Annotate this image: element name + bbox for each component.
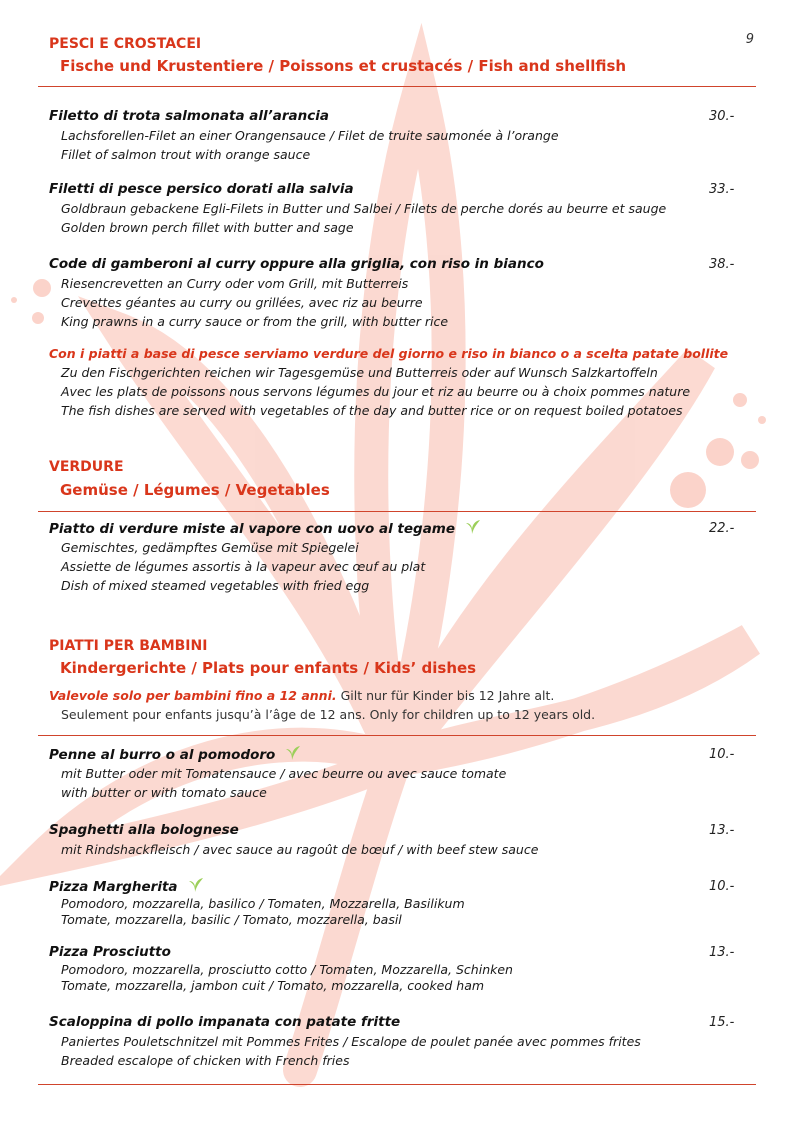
kids-notice xyxy=(49,686,749,724)
item-name: Filetti di pesce persico dorati alla salvia xyxy=(49,181,354,197)
section-subtitle-fish: Fische und Krustentiere / Poissons et crustacés / Fish and shellfish xyxy=(60,57,627,75)
section-subtitle-vegetables: Gemüse / Légumes / Vegetables xyxy=(60,481,330,499)
item-price: 10.- xyxy=(709,747,735,762)
item-price: 10.- xyxy=(709,879,735,894)
section-title-vegetables: VERDURE xyxy=(49,459,124,475)
item-price: 33.- xyxy=(709,182,735,197)
item-name: Code di gamberoni al curry oppure alla griglia, con riso in bianco xyxy=(49,256,544,272)
notice-line xyxy=(49,686,749,705)
section-subtitle-kids: Kindergerichte / Plats pour enfants / Kids’ dishes xyxy=(60,659,477,677)
item-description: mit Rindshackfleisch / avec sauce au ragoût de bœuf / with beef stew sauce xyxy=(61,842,539,857)
item-description: Goldbraun gebackene Egli-Filets in Butter und Salbei / Filets de perche dorés au beurre et sauge xyxy=(61,201,667,216)
item-name-row xyxy=(49,877,749,896)
menu-item xyxy=(49,180,749,237)
item-description: Lachsforellen-Filet an einer Orangensauce / Filet de truite saumonée à l’orange xyxy=(61,128,559,143)
item-description: Tomate, mozzarella, jambon cuit / Tomato, mozzarella, cooked ham xyxy=(61,978,485,993)
notice-rest: Gilt nur für Kinder bis 12 Jahre alt. xyxy=(336,688,555,703)
item-price: 15.- xyxy=(709,1015,735,1030)
item-name-row xyxy=(49,519,749,538)
item-name: Filetto di trota salmonata all’arancia xyxy=(49,108,329,124)
menu-item xyxy=(49,821,749,859)
leaf-icon xyxy=(186,877,204,893)
leaf-icon xyxy=(283,745,301,761)
item-description: Paniertes Pouletschnitzel mit Pommes Frites / Escalope de poulet panée avec pommes frites xyxy=(61,1034,641,1049)
item-description: Gemischtes, gedämpftes Gemüse mit Spiegelei xyxy=(61,540,359,555)
item-description: mit Butter oder mit Tomatensauce / avec beurre ou avec sauce tomate xyxy=(61,766,507,781)
item-price: 13.- xyxy=(709,823,735,838)
note-line: Avec les plats de poissons nous servons légumes du jour et riz au beurre ou à choix pommes nature xyxy=(61,384,691,399)
page-number: 9 xyxy=(745,32,754,47)
item-description: Riesencrevetten an Curry oder vom Grill, mit Butterreis xyxy=(61,276,409,291)
divider xyxy=(38,1084,756,1085)
note-line: Zu den Fischgerichten reichen wir Tagesgemüse und Butterreis oder auf Wunsch Salzkartoffeln xyxy=(61,365,658,380)
menu-item xyxy=(49,745,749,802)
menu-item xyxy=(49,519,749,595)
leaf-icon xyxy=(463,519,481,535)
item-description: Tomate, mozzarella, basilic / Tomato, mozzarella, basil xyxy=(61,912,402,927)
menu-item xyxy=(49,255,749,331)
fish-side-note xyxy=(49,344,749,420)
menu-item xyxy=(49,943,749,994)
note-heading: Con i piatti a base di pesce serviamo verdure del giorno e riso in bianco o a scelta patate bollite xyxy=(49,346,729,361)
menu-item xyxy=(49,1013,749,1070)
notice-line2: Seulement pour enfants jusqu’à l’âge de 12 ans. Only for children up to 12 years old. xyxy=(61,707,596,722)
section-title-kids: PIATTI PER BAMBINI xyxy=(49,638,208,654)
divider xyxy=(38,735,756,736)
item-description: Pomodoro, mozzarella, prosciutto cotto / Tomaten, Mozzarella, Schinken xyxy=(61,962,513,977)
item-name: Scaloppina di pollo impanata con patate fritte xyxy=(49,1014,401,1030)
item-description: with butter or with tomato sauce xyxy=(61,785,267,800)
item-price: 22.- xyxy=(709,521,735,536)
menu-item xyxy=(49,107,749,164)
item-price: 38.- xyxy=(709,257,735,272)
item-description: Fillet of salmon trout with orange sauce xyxy=(61,147,311,162)
notice-bold: Valevole solo per bambini fino a 12 anni. xyxy=(49,688,337,703)
divider xyxy=(38,86,756,87)
item-description: Crevettes géantes au curry ou grillées, avec riz au beurre xyxy=(61,295,423,310)
item-price: 30.- xyxy=(709,109,735,124)
item-description: Dish of mixed steamed vegetables with fried egg xyxy=(61,578,370,593)
item-name: Piatto di verdure miste al vapore con uovo al tegame xyxy=(49,521,456,537)
item-description: Golden brown perch fillet with butter and sage xyxy=(61,220,354,235)
item-name: Spaghetti alla bolognese xyxy=(49,822,239,838)
item-price: 13.- xyxy=(709,945,735,960)
menu-item xyxy=(49,877,749,928)
item-name: Pizza Margherita xyxy=(49,879,178,895)
note-line: The fish dishes are served with vegetables of the day and butter rice or on request boiled potatoes xyxy=(61,403,683,418)
item-description: Assiette de légumes assortis à la vapeur avec œuf au plat xyxy=(61,559,426,574)
divider xyxy=(38,511,756,512)
item-name: Pizza Prosciutto xyxy=(49,944,171,960)
item-description: Breaded escalope of chicken with French fries xyxy=(61,1053,350,1068)
item-description: Pomodoro, mozzarella, basilico / Tomaten, Mozzarella, Basilikum xyxy=(61,896,465,911)
item-name: Penne al burro o al pomodoro xyxy=(49,747,276,763)
item-name-row xyxy=(49,745,749,764)
item-description: King prawns in a curry sauce or from the grill, with butter rice xyxy=(61,314,449,329)
section-title-fish: PESCI E CROSTACEI xyxy=(49,36,202,52)
